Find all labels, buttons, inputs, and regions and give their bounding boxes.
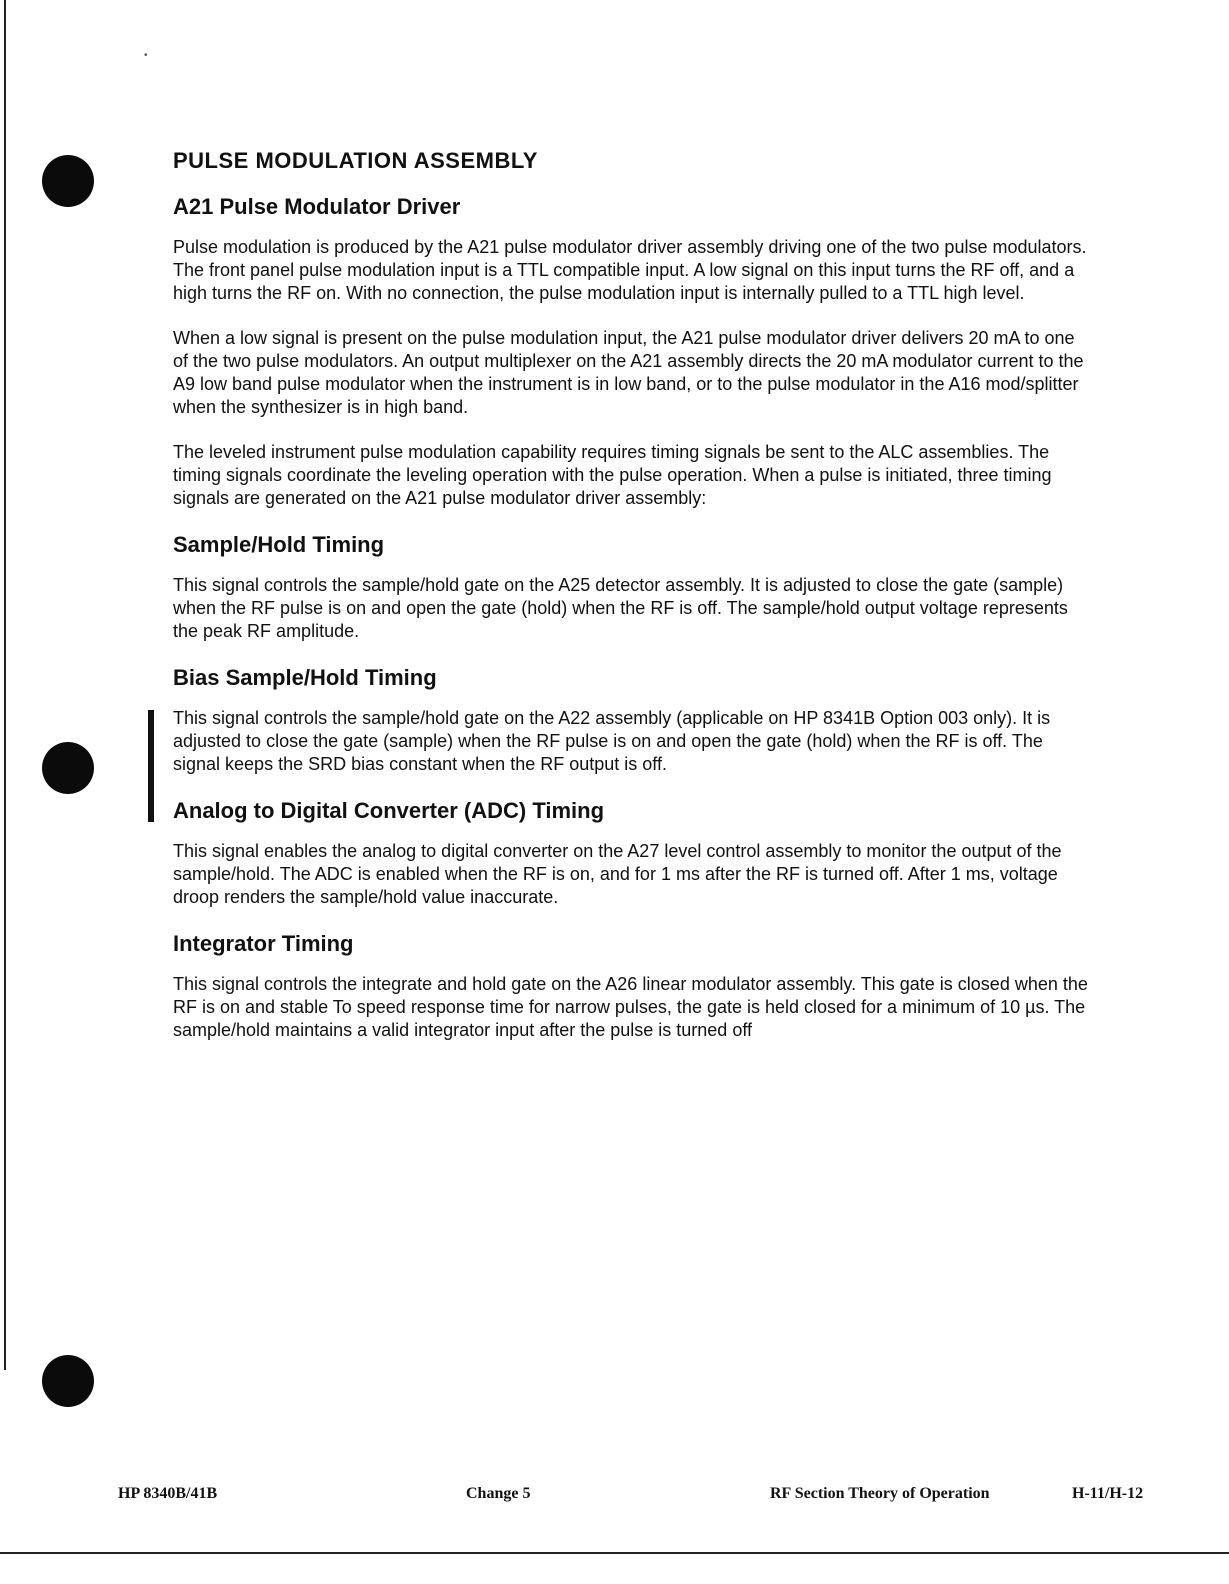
- page-title: PULSE MODULATION ASSEMBLY: [173, 148, 538, 173]
- intro-paragraph-1: Pulse modulation is produced by the A21 pulse modulator driver assembly driving one of the two pulse modulators. The front panel pulse modulation input is a TTL compatible input. A low signal on this input turns the RF off, and a high turns the RF on. With no connection, the pulse modulation input is internally pulled to a TTL high level.: [173, 237, 1087, 303]
- section-heading: Sample/Hold Timing: [173, 532, 385, 557]
- punch-hole-middle: [42, 742, 94, 794]
- assembly-heading: A21 Pulse Modulator Driver: [173, 194, 461, 219]
- revision-change-bar: [148, 710, 154, 822]
- footer-model: HP 8340B/41B: [118, 1485, 218, 1502]
- punch-hole-bottom: [42, 1355, 94, 1407]
- section-heading: Analog to Digital Converter (ADC) Timing: [173, 798, 605, 823]
- document-body: [173, 148, 1093, 1064]
- section-sample-hold: [173, 532, 1093, 643]
- section-text: This signal controls the integrate and hold gate on the A26 linear modulator assembly. This gate is closed when the RF is on and stable To speed response time for narrow pulses, the gate is held closed for a minimum of 10 µs. The sample/hold maintains a valid integrator input after the pulse is turned off: [173, 974, 1088, 1040]
- punch-hole-top: [42, 155, 94, 207]
- page-left-edge: [4, 0, 6, 1370]
- section-text: This signal controls the sample/hold gate on the A25 detector assembly. It is adjusted to close the gate (sample) when the RF pulse is on and open the gate (hold) when the RF is off. The sample/hold output voltage represents the peak RF amplitude.: [173, 575, 1068, 641]
- section-adc-timing: [173, 798, 1093, 909]
- section-heading: Integrator Timing: [173, 931, 354, 956]
- intro-paragraph-2: When a low signal is present on the pulse modulation input, the A21 pulse modulator driver delivers 20 mA to one of the two pulse modulators. An output multiplexer on the A21 assembly directs the 20 mA modulator current to the A9 low band pulse modulator when the instrument is in low band, or to the pulse modulator in the A16 mod/splitter when the synthesizer is in high band.: [173, 328, 1084, 417]
- section-text: This signal enables the analog to digital converter on the A27 level control assembly to monitor the output of the sample/hold. The ADC is enabled when the RF is on, and for 1 ms after the RF is turned off. After 1 ms, voltage droop renders the sample/hold value inaccurate.: [173, 841, 1062, 907]
- section-bias-sample-hold: [173, 665, 1093, 776]
- section-integrator-timing: [173, 931, 1093, 1042]
- intro-paragraph-3: The leveled instrument pulse modulation capability requires timing signals be sent to the ALC assemblies. The timing signals coordinate the leveling operation with the pulse operation. When a pulse is initiated, three timing signals are generated on the A21 pulse modulator driver assembly:: [173, 442, 1052, 508]
- page-bottom-rule: [0, 1552, 1229, 1554]
- footer-section: RF Section Theory of Operation: [770, 1485, 990, 1502]
- section-text: This signal controls the sample/hold gate on the A22 assembly (applicable on HP 8341B Option 003 only). It is adjusted to close the gate (sample) when the RF pulse is on and open the gate (hold) when the RF is off. The signal keeps the SRD bias constant when the RF output is off.: [173, 708, 1051, 774]
- section-heading: Bias Sample/Hold Timing: [173, 665, 437, 690]
- footer-page-number: H-11/H-12: [1072, 1485, 1144, 1502]
- footer-change: Change 5: [466, 1485, 531, 1502]
- scan-speck: •: [144, 50, 148, 61]
